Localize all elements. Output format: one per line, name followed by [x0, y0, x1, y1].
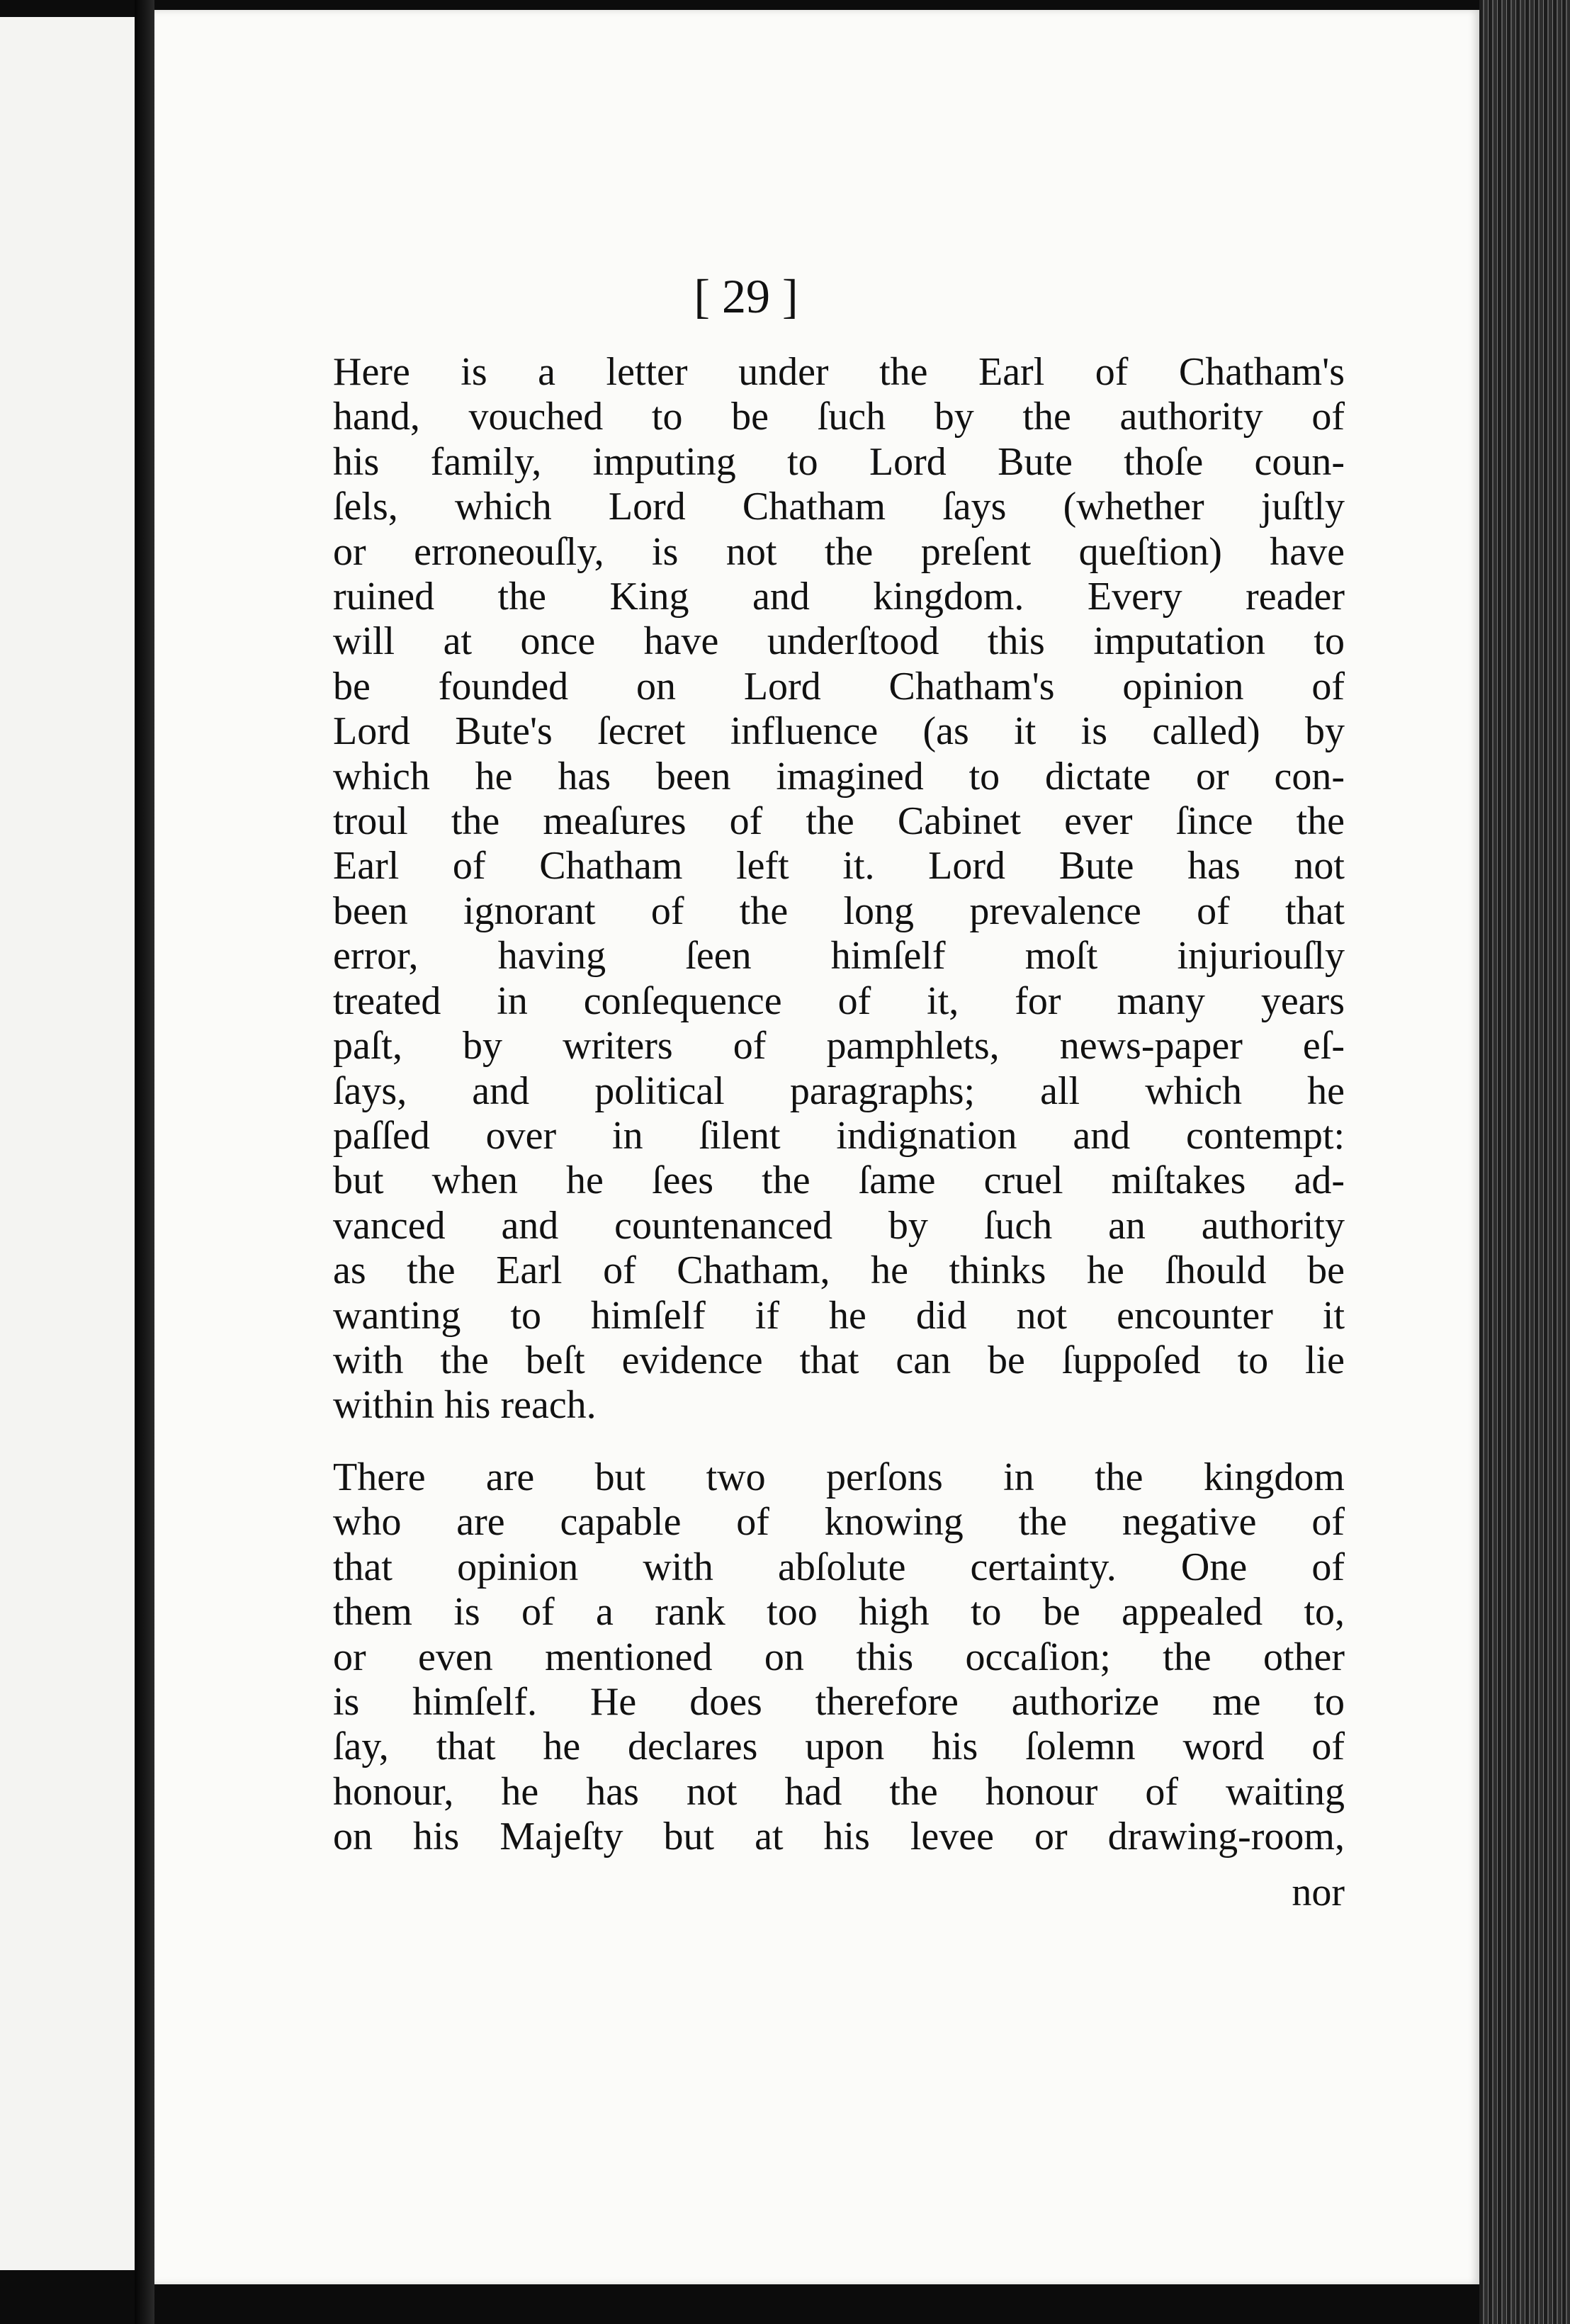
paragraph-2	[333, 1455, 1345, 1860]
text-line: vanced and countenanced by ſuch an authority	[333, 1203, 1345, 1248]
text-line: which he has been imagined to dictate or con-	[333, 754, 1345, 799]
text-line: ruined the King and kingdom. Every reader	[333, 575, 1345, 619]
text-line: on his Majeſty but at his levee or drawing-room,	[333, 1815, 1345, 1859]
text-line: wanting to himſelf if he did not encounter it	[333, 1293, 1345, 1338]
catchword: nor	[1292, 1871, 1345, 1914]
text-line: honour, he has not had the honour of waiting	[333, 1769, 1345, 1814]
text-line: is himſelf. He does therefore authorize me to	[333, 1680, 1345, 1725]
text-line: them is of a rank too high to be appealed to,	[333, 1590, 1345, 1635]
text-line: paſſed over in ſilent indignation and contempt:	[333, 1113, 1345, 1158]
book-fore-edge	[1479, 0, 1570, 2324]
text-line: hand, vouched to be ſuch by the authority of	[333, 395, 1345, 439]
text-line: be founded on Lord Chatham's opinion of	[333, 664, 1345, 709]
book-page	[154, 10, 1479, 2284]
text-line: treated in conſequence of it, for many years	[333, 978, 1345, 1023]
text-line: but when he ſees the ſame cruel miſtakes ad-	[333, 1158, 1345, 1203]
text-line: There are but two perſons in the kingdom	[333, 1455, 1345, 1499]
text-line: troul the meaſures of the Cabinet ever ſince the	[333, 799, 1345, 844]
book-gutter	[135, 0, 154, 2324]
text-line: been ignorant of the long prevalence of that	[333, 889, 1345, 933]
text-line: ſays, and political paragraphs; all which he	[333, 1068, 1345, 1113]
text-line: or even mentioned on this occaſion; the other	[333, 1635, 1345, 1679]
text-line: error, having ſeen himſelf moſt injuriouſly	[333, 934, 1345, 978]
text-line: his family, imputing to Lord Bute thoſe coun-	[333, 439, 1345, 484]
text-line: Here is a letter under the Earl of Chatham's	[333, 350, 1345, 394]
text-line: Lord Bute's ſecret influence (as it is called) by	[333, 709, 1345, 754]
previous-page-edge	[0, 17, 135, 2270]
text-line: paſt, by writers of pamphlets, news-paper eſ-	[333, 1024, 1345, 1068]
text-line: will at once have underſtood this imputation to	[333, 619, 1345, 664]
text-line: within his reach.	[333, 1383, 597, 1428]
paragraph-1	[333, 350, 1345, 1428]
text-line: or erroneouſly, is not the preſent queſtion) have	[333, 529, 1345, 574]
text-line: who are capable of knowing the negative of	[333, 1500, 1345, 1545]
text-line: ſels, which Lord Chatham ſays (whether juſtly	[333, 485, 1345, 529]
text-line: ſay, that he declares upon his ſolemn word of	[333, 1725, 1345, 1769]
text-line: as the Earl of Chatham, he thinks he ſhould be	[333, 1248, 1345, 1293]
text-line: Earl of Chatham left it. Lord Bute has not	[333, 844, 1345, 889]
text-line: that opinion with abſolute certainty. One of	[333, 1545, 1345, 1589]
page-number: [ 29 ]	[694, 269, 798, 323]
text-line: with the beſt evidence that can be ſuppoſed to lie	[333, 1338, 1345, 1382]
